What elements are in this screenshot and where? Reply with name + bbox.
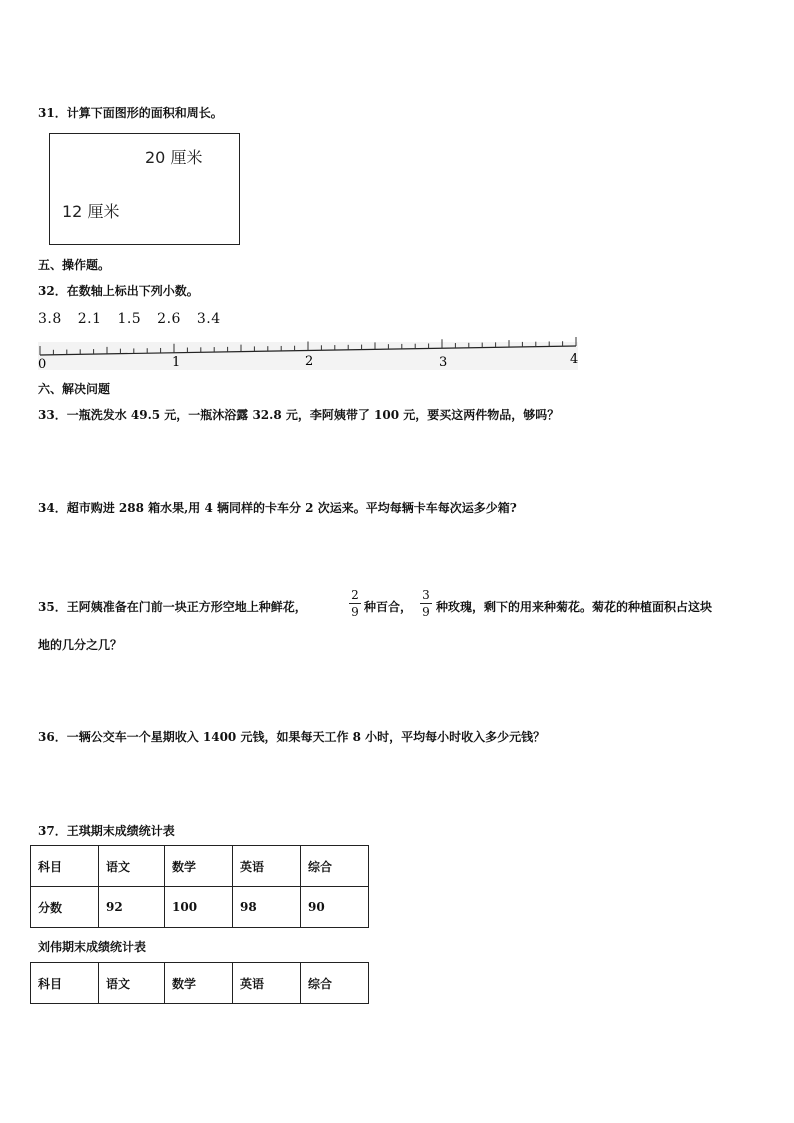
section-6-heading: 六、解决问题: [38, 382, 111, 396]
table-row: [31, 887, 369, 928]
decimal-item: 1.5: [117, 311, 142, 327]
table-cell: 数学: [165, 846, 233, 887]
table-cell: 综合: [301, 963, 369, 1004]
table-cell: 92: [99, 887, 165, 928]
table-cell: 语文: [99, 846, 165, 887]
question-36-text: 36．一辆公交车一个星期收入 1400 元钱，如果每天工作 8 小时，平均每小时收入多少元钱？: [38, 730, 546, 744]
axis-label: 1: [172, 355, 181, 370]
axis-label: 4: [570, 352, 579, 367]
section-5-heading: 五、操作题。: [38, 258, 111, 272]
fraction-numerator: 3: [422, 588, 430, 602]
fraction-bar: [420, 603, 432, 604]
question-35-part1: 35．王阿姨准备在门前一块正方形空地上种鲜花，: [38, 600, 307, 614]
axis-label: 2: [305, 354, 314, 369]
table-cell: 98: [233, 887, 301, 928]
fraction-two-ninths: [349, 588, 361, 619]
question-35-line2: 地的几分之几？: [38, 638, 123, 652]
table-header-row: [31, 846, 369, 887]
table-header-row: [31, 963, 369, 1004]
table-cell: 语文: [99, 963, 165, 1004]
rectangle-width-label: 20 厘米: [145, 148, 203, 167]
question-31-text: 31．计算下面图形的面积和周长。: [38, 106, 223, 120]
decimal-list: [38, 311, 232, 327]
axis-label: 3: [439, 355, 448, 370]
decimal-item: 2.1: [77, 311, 102, 327]
table-cell: 科目: [31, 963, 99, 1004]
table-2-title: 刘伟期末成绩统计表: [38, 940, 147, 954]
question-34-text: 34．超市购进 288 箱水果,用 4 辆同样的卡车分 2 次运来。平均每辆卡车每次运多少箱?: [38, 501, 517, 515]
fraction-denominator: 9: [422, 605, 430, 619]
table-cell: 分数: [31, 887, 99, 928]
fraction-three-ninths: [420, 588, 432, 619]
table-cell: 英语: [233, 963, 301, 1004]
table-cell: 数学: [165, 963, 233, 1004]
wangqi-score-table: [30, 845, 369, 928]
fraction-numerator: 2: [351, 588, 359, 602]
liuwei-score-table: [30, 962, 369, 1004]
decimal-item: 2.6: [157, 311, 181, 327]
table-cell: 综合: [301, 846, 369, 887]
rectangle-height-label: 12 厘米: [62, 202, 120, 221]
rectangle-figure: [49, 133, 240, 245]
table-cell: 90: [301, 887, 369, 928]
table-cell: 英语: [233, 846, 301, 887]
fraction-bar: [349, 603, 361, 604]
question-35-part2: 种百合，: [364, 600, 413, 614]
question-33-text: 33．一瓶洗发水 49.5 元，一瓶沐浴露 32.8 元，李阿姨带了 100 元，要买这两件物品，够吗？: [38, 408, 560, 422]
question-32-text: 32．在数轴上标出下列小数。: [38, 284, 199, 298]
decimal-item: 3.8: [38, 311, 62, 327]
table-cell: 100: [165, 887, 233, 928]
question-35-part3: 种玫瑰，剩下的用来种菊花。菊花的种植面积占这块: [436, 600, 713, 614]
number-line: [34, 336, 584, 376]
table-1-title: 37．王琪期末成绩统计表: [38, 824, 175, 838]
decimal-item: 3.4: [196, 311, 221, 327]
fraction-denominator: 9: [351, 605, 359, 619]
axis-label: 0: [38, 357, 47, 372]
table-cell: 科目: [31, 846, 99, 887]
